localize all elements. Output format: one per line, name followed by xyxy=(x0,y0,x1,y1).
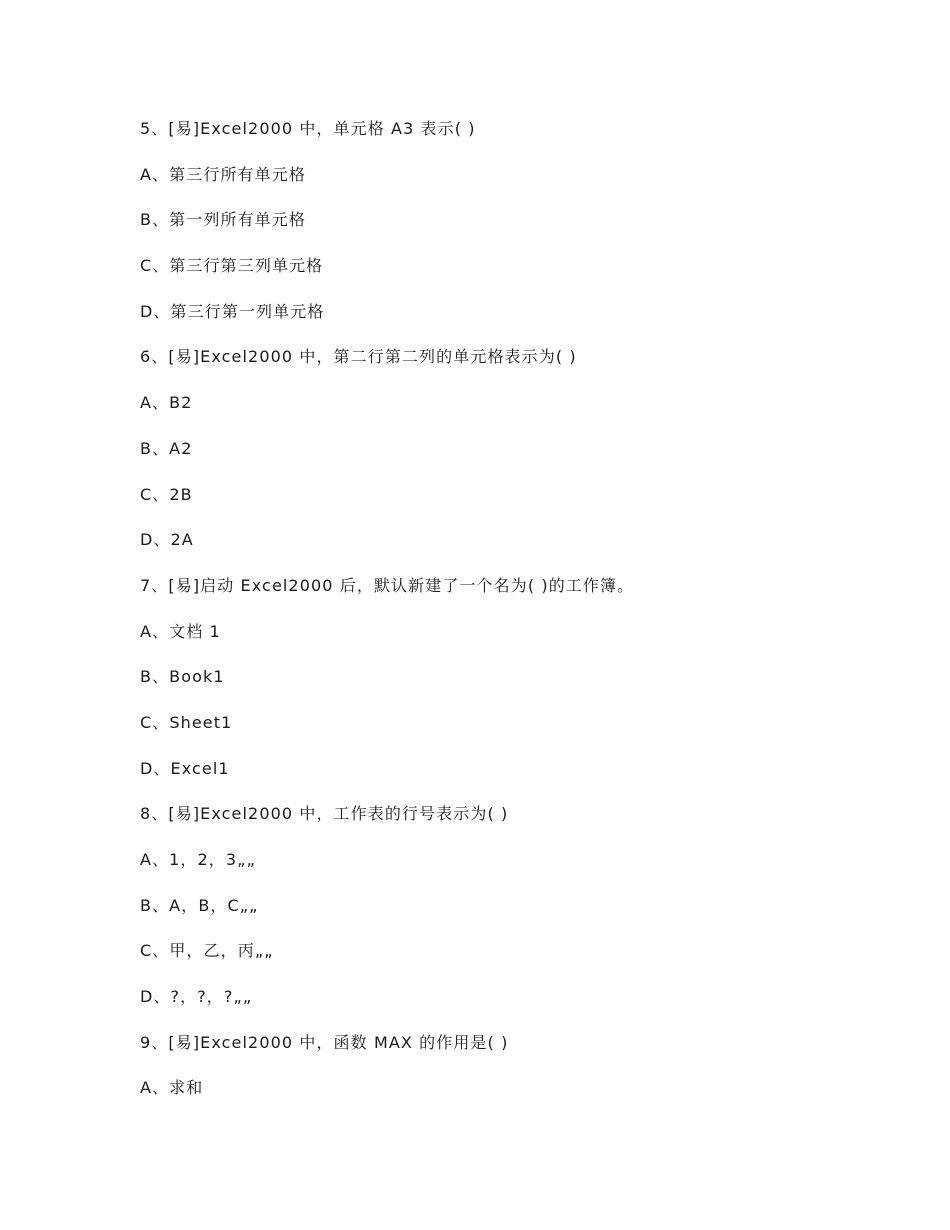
question-list xyxy=(140,116,900,1121)
question-7-option-c: C、Sheet1 xyxy=(140,712,233,732)
question-8-stem: 8、[易]Excel2000 中，工作表的行号表示为( ) xyxy=(140,804,509,824)
question-5-option-c: C、第三行第三列单元格 xyxy=(140,256,324,276)
question-9-option-a: A、求和 xyxy=(140,1078,204,1098)
question-6-stem: 6、[易]Excel2000 中，第二行第二列的单元格表示为( ) xyxy=(140,347,577,367)
question-7-option-b: B、Book1 xyxy=(140,667,225,687)
question-6-option-c: C、2B xyxy=(140,484,193,504)
question-5-stem: 5、[易]Excel2000 中，单元格 A3 表示( ) xyxy=(140,119,476,138)
question-6-option-a: A、B2 xyxy=(140,393,193,413)
question-7-option-d: D、Excel1 xyxy=(140,758,230,778)
question-7-option-a: A、文档 1 xyxy=(140,621,221,641)
question-6-option-b: B、A2 xyxy=(140,438,193,458)
question-5-option-b: B、第一列所有单元格 xyxy=(140,210,306,230)
question-8-option-d: D、?，?，?„„ xyxy=(140,987,253,1007)
question-9-stem: 9、[易]Excel2000 中，函数 MAX 的作用是( ) xyxy=(140,1032,509,1052)
question-5-option-d: D、第三行第一列单元格 xyxy=(140,301,325,321)
question-8-option-a: A、1，2，3„„ xyxy=(140,850,256,869)
question-8-option-c: C、甲，乙，丙„„ xyxy=(140,941,274,961)
question-5-option-a: A、第三行所有单元格 xyxy=(140,164,306,184)
question-6-option-d: D、2A xyxy=(140,530,194,550)
question-8-option-b: B、A，B，C„„ xyxy=(140,895,259,915)
question-7-stem: 7、[易]启动 Excel2000 后，默认新建了一个名为( )的工作簿。 xyxy=(140,575,635,595)
